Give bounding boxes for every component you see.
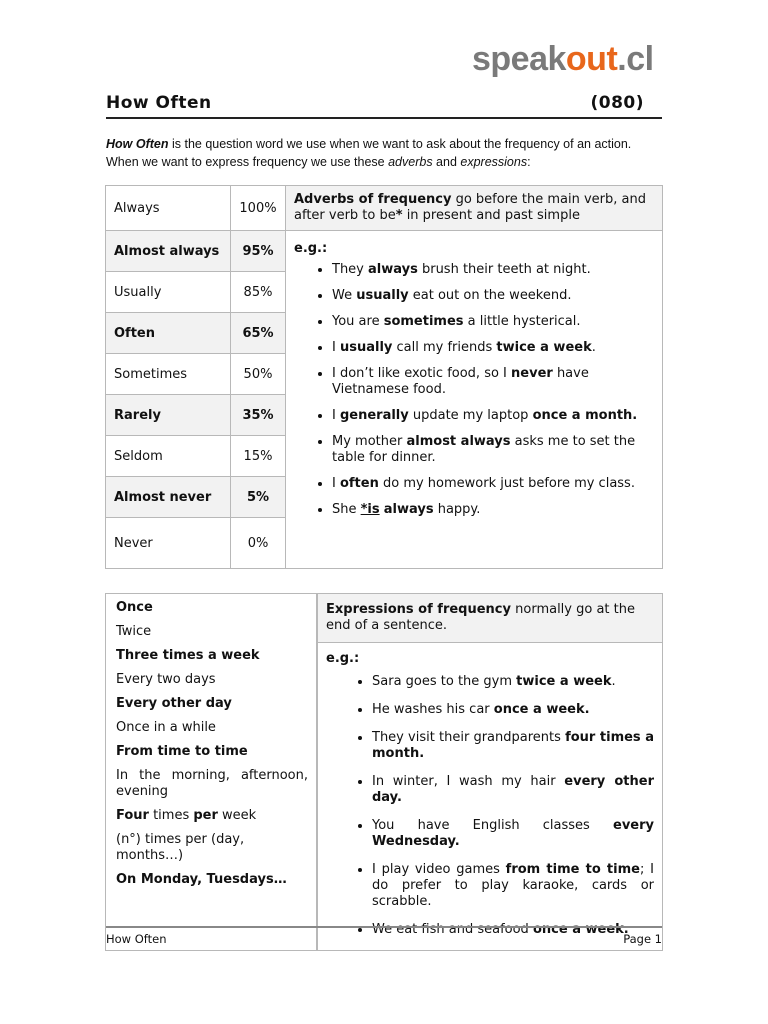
list-item: • I usually call my friends twice a week. (332, 340, 654, 356)
list-item: • I often do my homework just before my class. (332, 476, 654, 492)
rule-star: * (395, 208, 403, 223)
adverb-cell: Sometimes (106, 354, 231, 395)
eg-label: e.g.: (294, 241, 328, 256)
rule-bold: Adverbs of frequency (294, 192, 452, 207)
list-item: • We eat fish and seafood once a week. (372, 922, 654, 938)
percent-cell: 15% (231, 436, 286, 477)
intro-adverbs: adverbs (388, 155, 433, 169)
list-item: Every other day (116, 696, 232, 711)
adverb-cell: Never (106, 518, 231, 569)
list-item: • I don’t like exotic food, so I never have Vietnamese food. (332, 366, 654, 398)
rule-bold: Expressions of frequency (326, 602, 511, 617)
percent-cell: 95% (231, 231, 286, 272)
page-footer (106, 926, 662, 946)
intro-text: is the question word we use when we want to ask about the frequency of an action. When we want to express frequency we use these (106, 137, 632, 169)
list-item: Every two days (116, 672, 216, 687)
list-item: • You have English classes every Wednesday. (372, 818, 654, 850)
adverbs-table (105, 185, 663, 569)
adverbs-example-list (294, 262, 654, 518)
list-item: • They always brush their teeth at night. (332, 262, 654, 278)
list-item: • You are sometimes a little hysterical. (332, 314, 654, 330)
intro-expressions: expressions (460, 155, 528, 169)
expressions-example-list (326, 674, 654, 938)
list-item: • I generally update my laptop once a month. (332, 408, 654, 424)
adverbs-examples (286, 231, 663, 569)
percent-cell: 65% (231, 313, 286, 354)
table-row (106, 594, 663, 643)
list-item: From time to time (116, 744, 248, 759)
percent-cell: 35% (231, 395, 286, 436)
expressions-list (106, 594, 318, 951)
list-item: • My mother almost always asks me to set the table for dinner. (332, 434, 654, 466)
list-item: • She *is always happy. (332, 502, 654, 518)
list-item: Three times a week (116, 648, 260, 663)
list-item: Once (116, 600, 153, 615)
rule-text: normally go at the end of a sentence. (326, 602, 635, 633)
footer-title: How Often (106, 932, 167, 946)
expressions-table (105, 593, 663, 951)
adverb-cell: Usually (106, 272, 231, 313)
rule-text-2: in present and past simple (402, 208, 580, 223)
logo-part-1: speak (472, 40, 566, 78)
adverb-cell: Often (106, 313, 231, 354)
table-row (106, 186, 663, 231)
list-item: • In winter, I wash my hair every other day. (372, 774, 654, 806)
title-bar (106, 93, 662, 119)
list-item: In the morning, afternoon, evening (116, 768, 308, 799)
intro-lead: How Often (106, 137, 169, 151)
adverb-cell: Almost never (106, 477, 231, 518)
list-item: Twice (116, 624, 152, 639)
list-item: (n°) times per (day, months…) (116, 832, 245, 863)
speakout-logo (472, 40, 654, 79)
adverb-cell: Seldom (106, 436, 231, 477)
intro-colon: : (527, 155, 531, 169)
list-item: • They visit their grandparents four times a month. (372, 730, 654, 762)
intro-and: and (432, 155, 461, 169)
list-item: Four times per week (116, 808, 257, 823)
percent-cell: 50% (231, 354, 286, 395)
list-item: • He washes his car once a week. (372, 702, 654, 718)
page-title: How Often (106, 93, 212, 113)
logo-part-2: out (565, 40, 618, 78)
percent-cell: 0% (231, 518, 286, 569)
list-item: • I play video games from time to time; I do prefer to play karaoke, cards or scrabble. (372, 862, 654, 910)
list-item: Once in a while (116, 720, 216, 735)
adverb-cell: Always (106, 186, 231, 231)
page-number: Page 1 (623, 932, 662, 946)
list-item: On Monday, Tuesdays… (116, 872, 287, 887)
percent-cell: 85% (231, 272, 286, 313)
list-item: • We usually eat out on the weekend. (332, 288, 654, 304)
rule-text: go before the main verb, and after verb to be (294, 192, 646, 223)
table-row (106, 231, 663, 272)
adverb-cell: Almost always (106, 231, 231, 272)
expressions-rule (317, 594, 663, 643)
eg-label: e.g.: (326, 651, 360, 666)
lesson-code: (080) (590, 93, 644, 113)
intro-paragraph (106, 135, 666, 171)
logo-part-3: .cl (617, 40, 654, 78)
percent-cell: 5% (231, 477, 286, 518)
list-item: • Sara goes to the gym twice a week. (372, 674, 654, 690)
expressions-examples (317, 643, 663, 951)
adverbs-rule (286, 186, 663, 231)
adverb-cell: Rarely (106, 395, 231, 436)
percent-cell: 100% (231, 186, 286, 231)
